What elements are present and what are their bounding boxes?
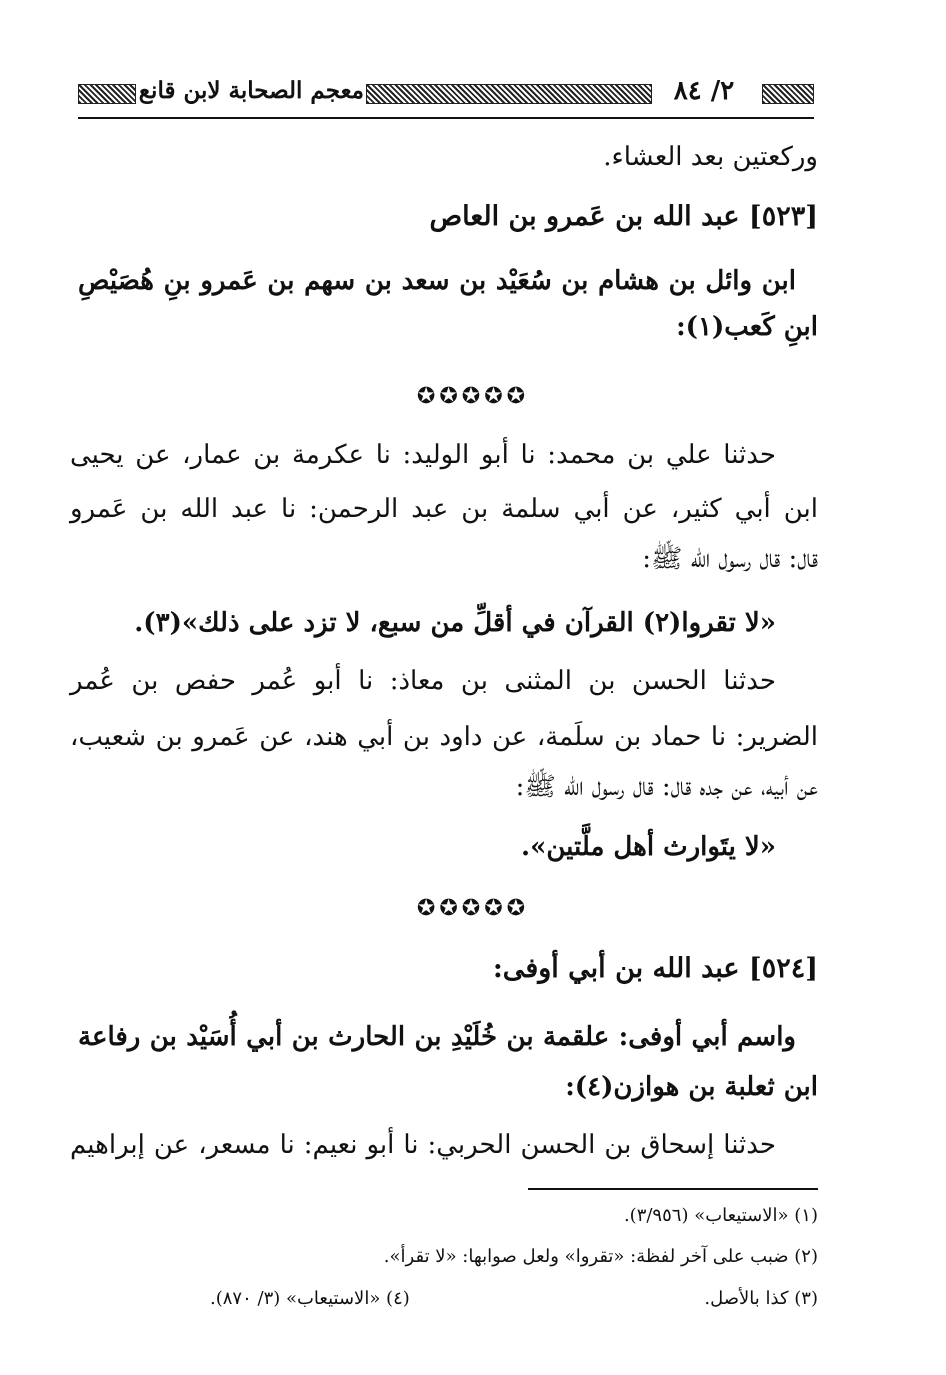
entry-title-523: [٥٢٣] عبد الله بن عَمرو بن العاص [429,201,818,232]
hadith-isnad-line: عن أبيه، عن جده قال: قال رسول الله ﷺ: [515,772,818,802]
hadith-matn: «لا تقروا(٢) القرآن في أقلِّ من سبع، لا تزد على ذلك»(٣). [134,608,776,638]
section-divider: ✪✪✪✪✪ [416,384,530,409]
section-divider: ✪✪✪✪✪ [416,896,530,921]
hadith-isnad-line: حدثنا علي بن محمد: نا أبو الوليد: نا عكرمة بن عمار، عن يحيى [70,440,776,470]
header-ornament-left [78,84,136,104]
footnote-2: (٢) ضبب على آخر لفظة: «تقروا» ولعل صوابها: «لا تقرأ». [383,1246,818,1267]
lineage-line: ابن وائل بن هشام بن سُعَيْد بن سعد بن سهم بن عَمرو بنِ هُصَيْصِ [78,266,796,296]
header-ornament-right [762,84,814,104]
page-number: ٢/ ٨٤ [673,76,735,106]
page-header [78,76,814,112]
hadith-isnad-line: ابن أبي كثير، عن أبي سلمة بن عبد الرحمن: نا عبد الله بن عَمرو [70,494,818,524]
running-title: معجم الصحابة لابن قانع [138,77,364,104]
hadith-isnad-line: الضرير: نا حماد بن سلَمة، عن داود بن أبي هند، عن عَمرو بن شعيب، [70,722,818,752]
hadith-isnad-line: حدثنا الحسن بن المثنى بن معاذ: نا أبو عُمر حفص بن عُمر [70,666,776,696]
hadith-isnad-line: قال: قال رسول الله ﷺ: [642,544,818,574]
footnote-1: (١) «الاستيعاب» (٣/٩٥٦). [623,1205,818,1226]
hadith-matn: «لا يتَوارث أهل ملَّتين». [521,832,776,862]
header-rule [78,117,814,119]
footnote-rule [528,1188,818,1190]
header-ornament-middle [366,84,652,104]
text-line: وركعتين بعد العشاء. [603,142,818,172]
hadith-isnad-line: حدثنا إسحاق بن الحسن الحربي: نا أبو نعيم: نا مسعر، عن إبراهيم [70,1130,776,1160]
footnote-4: (٤) «الاستيعاب» (٣/ ٨٧٠). [210,1288,410,1309]
entry-title-524: [٥٢٤] عبد الله بن أبي أوفى: [492,953,818,984]
lineage-line: واسم أبي أوفى: علقمة بن خُلَيْدِ بن الحارث بن أبي أُسَيْد بن رفاعة [78,1022,796,1052]
lineage-line: ابن ثعلبة بن هوازن(٤): [565,1072,818,1102]
lineage-line: ابنِ كَعب(١): [676,312,818,342]
footnote-3: (٣) كذا بالأصل. [704,1288,818,1309]
